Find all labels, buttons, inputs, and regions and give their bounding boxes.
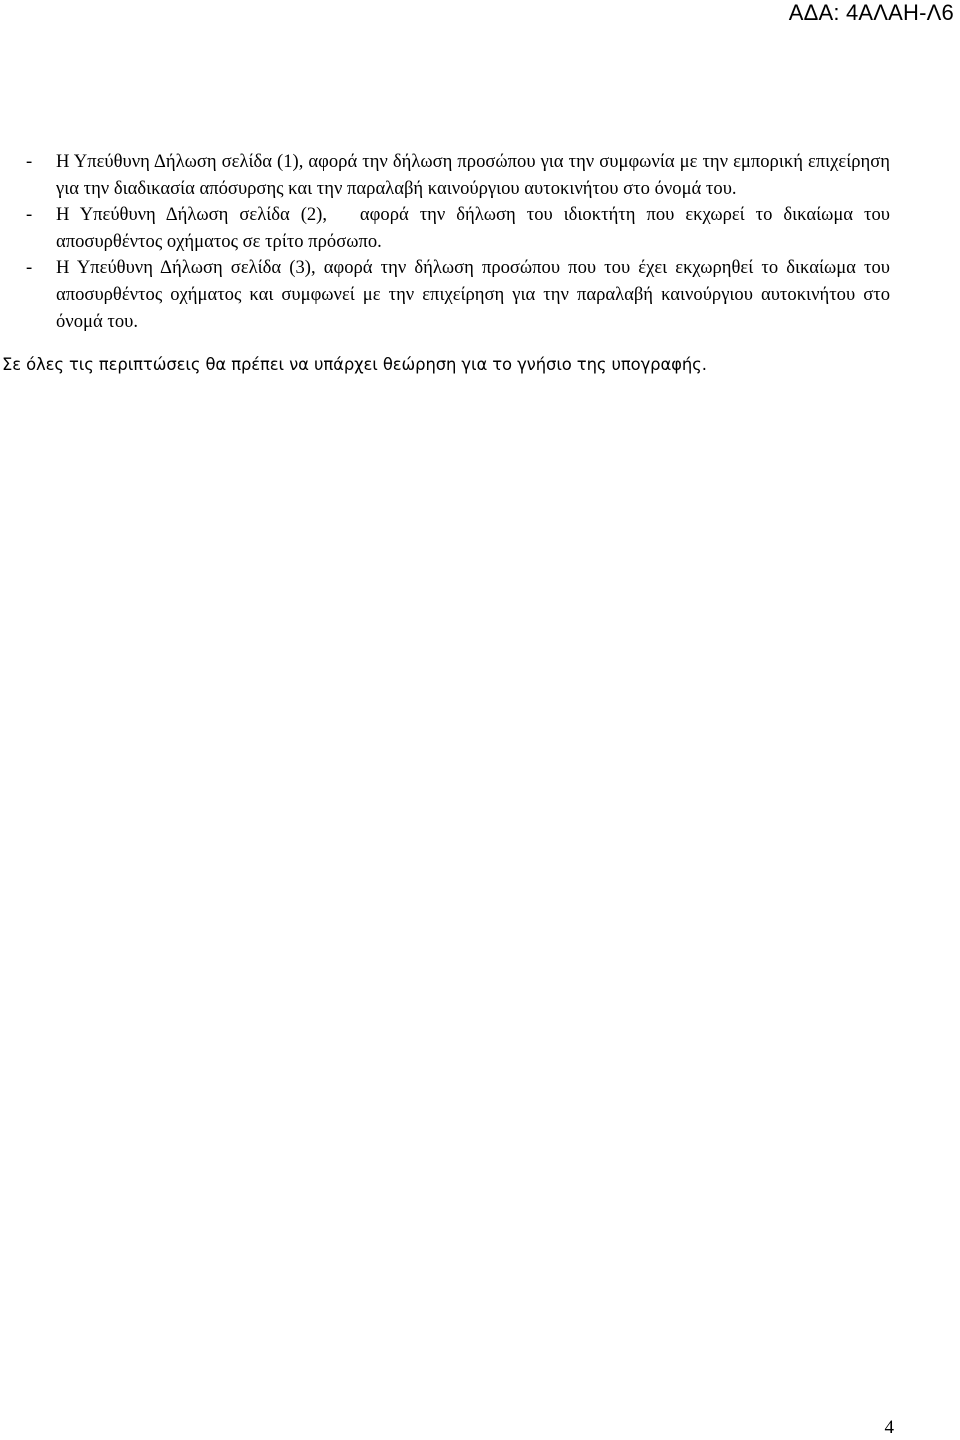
list-item-declaration-1 bbox=[0, 149, 960, 202]
list-item-declaration-2 bbox=[0, 202, 960, 255]
bullet-dash: - bbox=[26, 151, 33, 172]
document-body bbox=[0, 149, 960, 378]
ada-code-header: ΑΔΑ: 4ΑΛΑΗ-Λ6 bbox=[788, 0, 954, 25]
list-item-text: Η Υπεύθυνη Δήλωση σελίδα (1), αφορά την δήλωση προσώπου για την συμφωνία με την εμπορική επιχείρηση για την διαδικασία απόσυρσης και την παραλαβή καινούργιου αυτοκινήτου στο όνομά του. bbox=[56, 151, 890, 199]
list-item-text: Η Υπεύθυνη Δήλωση σελίδα (2), αφορά την δήλωση του ιδιοκτήτη που εκχωρεί το δικαίωμα του αποσυρθέντος οχήματος σε τρίτο πρόσωπο. bbox=[56, 204, 895, 252]
list-item-text: Η Υπεύθυνη Δήλωση σελίδα (3), αφορά την δήλωση προσώπου που του έχει εκχωρηθεί το δικαίωμα του αποσυρθέντος οχήματος και συμφωνεί με την επιχείρηση για την παραλαβή καινούργιου αυτοκινήτου στο όνομά του. bbox=[56, 257, 890, 332]
bullet-dash: - bbox=[26, 257, 33, 279]
bullet-dash: - bbox=[26, 204, 33, 226]
declaration-list bbox=[0, 149, 960, 335]
closing-paragraph: Σε όλες τις περιπτώσεις θα πρέπει να υπάρχει θεώρηση για το γνήσιο της υπογραφής. bbox=[2, 355, 707, 375]
page-number: 4 bbox=[884, 1417, 894, 1438]
list-item-declaration-3 bbox=[0, 255, 960, 335]
